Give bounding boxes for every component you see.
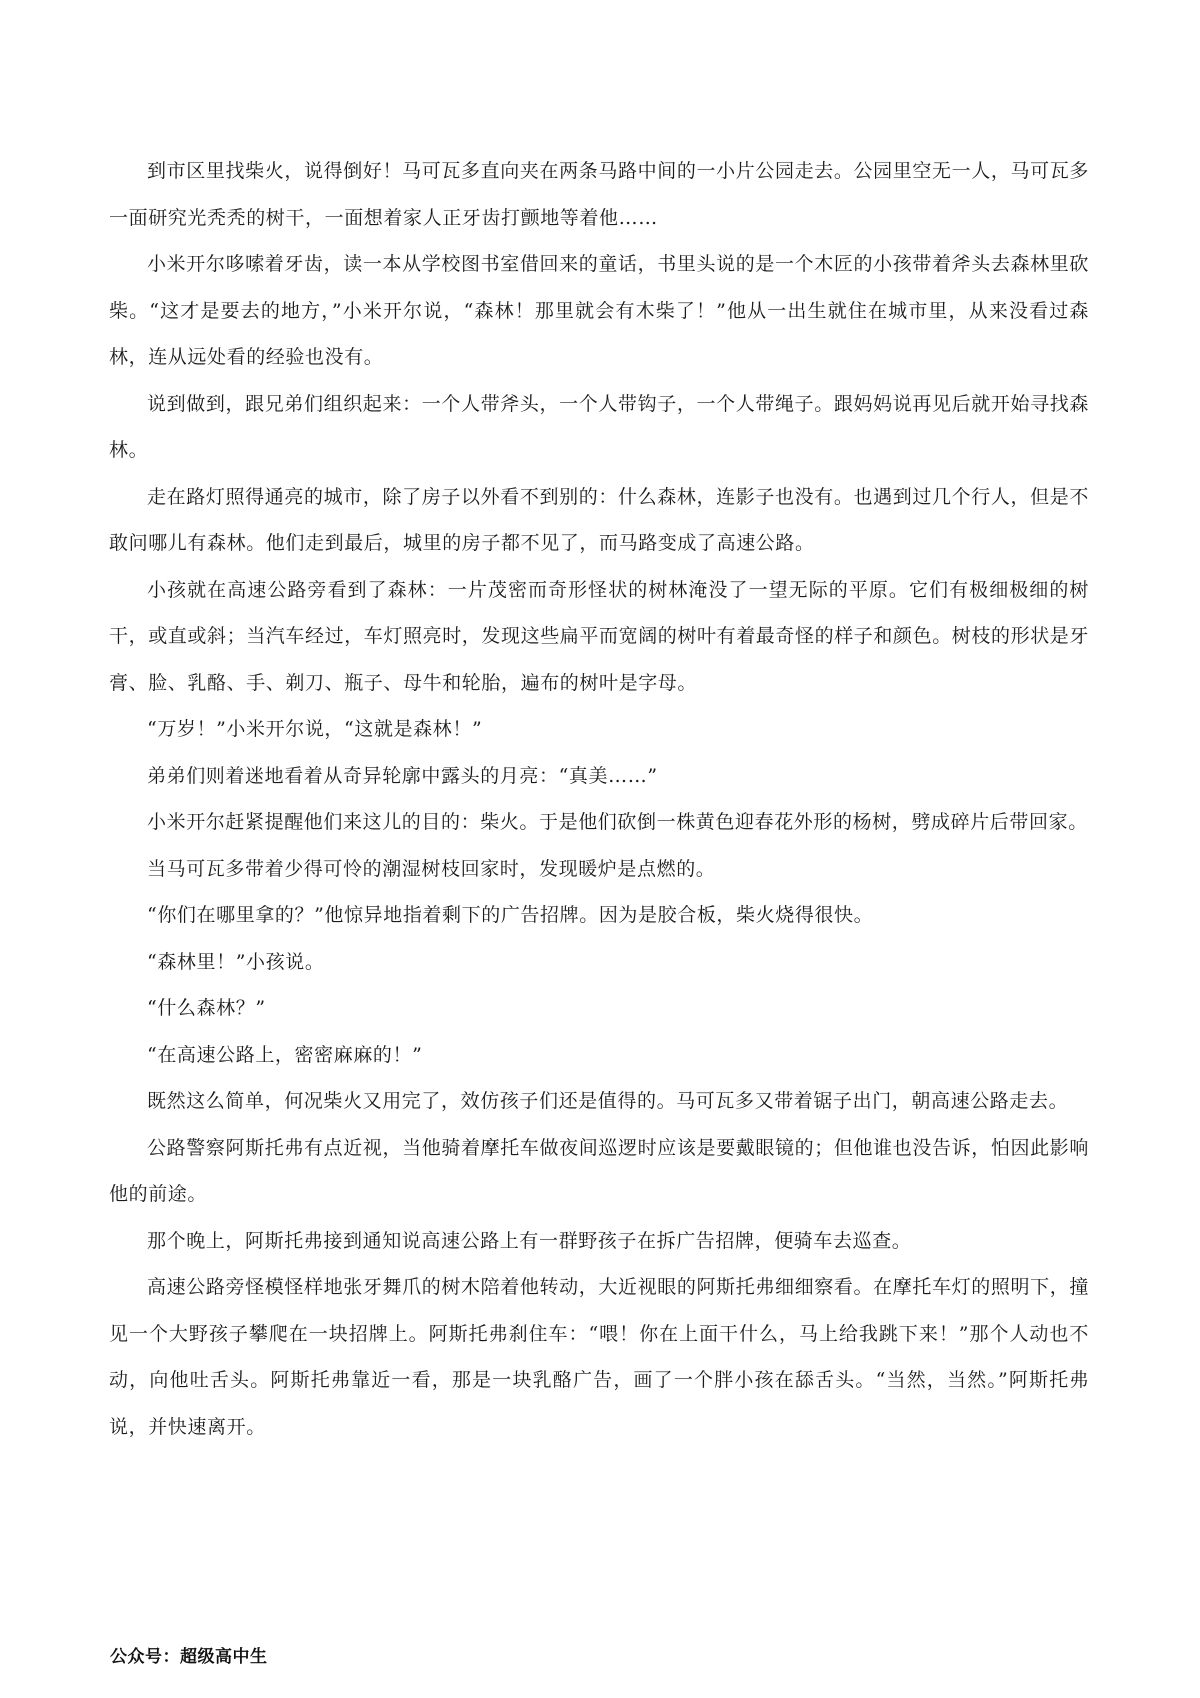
paragraph: “万岁！”小米开尔说，“这就是森林！”: [147, 718, 483, 740]
paragraph: 弟弟们则着迷地看着从奇异轮廓中露头的月亮：“真美……”: [147, 764, 658, 787]
paragraph: 公路警察阿斯托弗有点近视，当他骑着摩托车做夜间巡逻时应该是要戴眼镜的；但他谁也没告诉，怕因此影响他的前途。: [109, 1136, 1089, 1205]
paragraph: 高速公路旁怪模怪样地张牙舞爪的树木陪着他转动，大近视眼的阿斯托弗细细察看。在摩托车灯的照明下，撞见一个大野孩子攀爬在一块招牌上。阿斯托弗刹住车：“喂！你在上面干什么，马上给我跳下来！”那个人动也不动，向他吐舌头。阿斯托弗靠近一看，那是一块乳酪广告，画了一个胖小孩在舔舌头。“当然，当然。”阿斯托弗说，并快速离开。: [109, 1276, 1089, 1438]
footer-watermark: 公众号：超级高中生: [110, 1647, 268, 1667]
paragraph: 走在路灯照得通亮的城市，除了房子以外看不到别的：什么森林，连影子也没有。也遇到过几个行人，但是不敢问哪儿有森林。他们走到最后，城里的房子都不见了，而马路变成了高速公路。: [109, 485, 1089, 554]
paragraph: 既然这么简单，何况柴火又用完了，效仿孩子们还是值得的。马可瓦多又带着锯子出门，朝高速公路走去。: [147, 1090, 1069, 1112]
paragraph: 小米开尔哆嗦着牙齿，读一本从学校图书室借回来的童话，书里头说的是一个木匠的小孩带着斧头去森林里砍柴。“这才是要去的地方，”小米开尔说，“森林！那里就会有木柴了！”他从一出生就住在城市里，从来没看过森林，连从远处看的经验也没有。: [109, 253, 1089, 368]
paragraph: 当马可瓦多带着少得可怜的潮湿树枝回家时，发现暖炉是点燃的。: [147, 857, 716, 880]
paragraph: “什么森林？”: [147, 997, 266, 1019]
paragraph: 那个晚上，阿斯托弗接到通知说高速公路上有一群野孩子在拆广告招牌，便骑车去巡查。: [147, 1229, 912, 1252]
article-body: [109, 148, 1089, 1450]
paragraph: 到市区里找柴火，说得倒好！马可瓦多直向夹在两条马路中间的一小片公园走去。公园里空无一人，马可瓦多一面研究光秃秃的树干，一面想着家人正牙齿打颤地等着他……: [109, 160, 1089, 229]
paragraph: 说到做到，跟兄弟们组织起来：一个人带斧头，一个人带钩子，一个人带绳子。跟妈妈说再见后就开始寻找森林。: [109, 392, 1089, 461]
paragraph: “森林里！”小孩说。: [147, 950, 325, 973]
paragraph: 小米开尔赶紧提醒他们来这儿的目的：柴火。于是他们砍倒一株黄色迎春花外形的杨树，劈成碎片后带回家。: [147, 811, 1088, 833]
paragraph: “在高速公路上，密密麻麻的！”: [147, 1043, 423, 1066]
paragraph: 小孩就在高速公路旁看到了森林：一片茂密而奇形怪状的树林淹没了一望无际的平原。它们有极细极细的树干，或直或斜；当汽车经过，车灯照亮时，发现这些扁平而宽阔的树叶有着最奇怪的样子和颜色。树枝的形状是牙膏、脸、乳酪、手、剃刀、瓶子、母牛和轮胎，遍布的树叶是字母。: [109, 578, 1090, 694]
paragraph: “你们在哪里拿的？”他惊异地指着剩下的广告招牌。因为是胶合板，柴火烧得很快。: [147, 904, 874, 926]
